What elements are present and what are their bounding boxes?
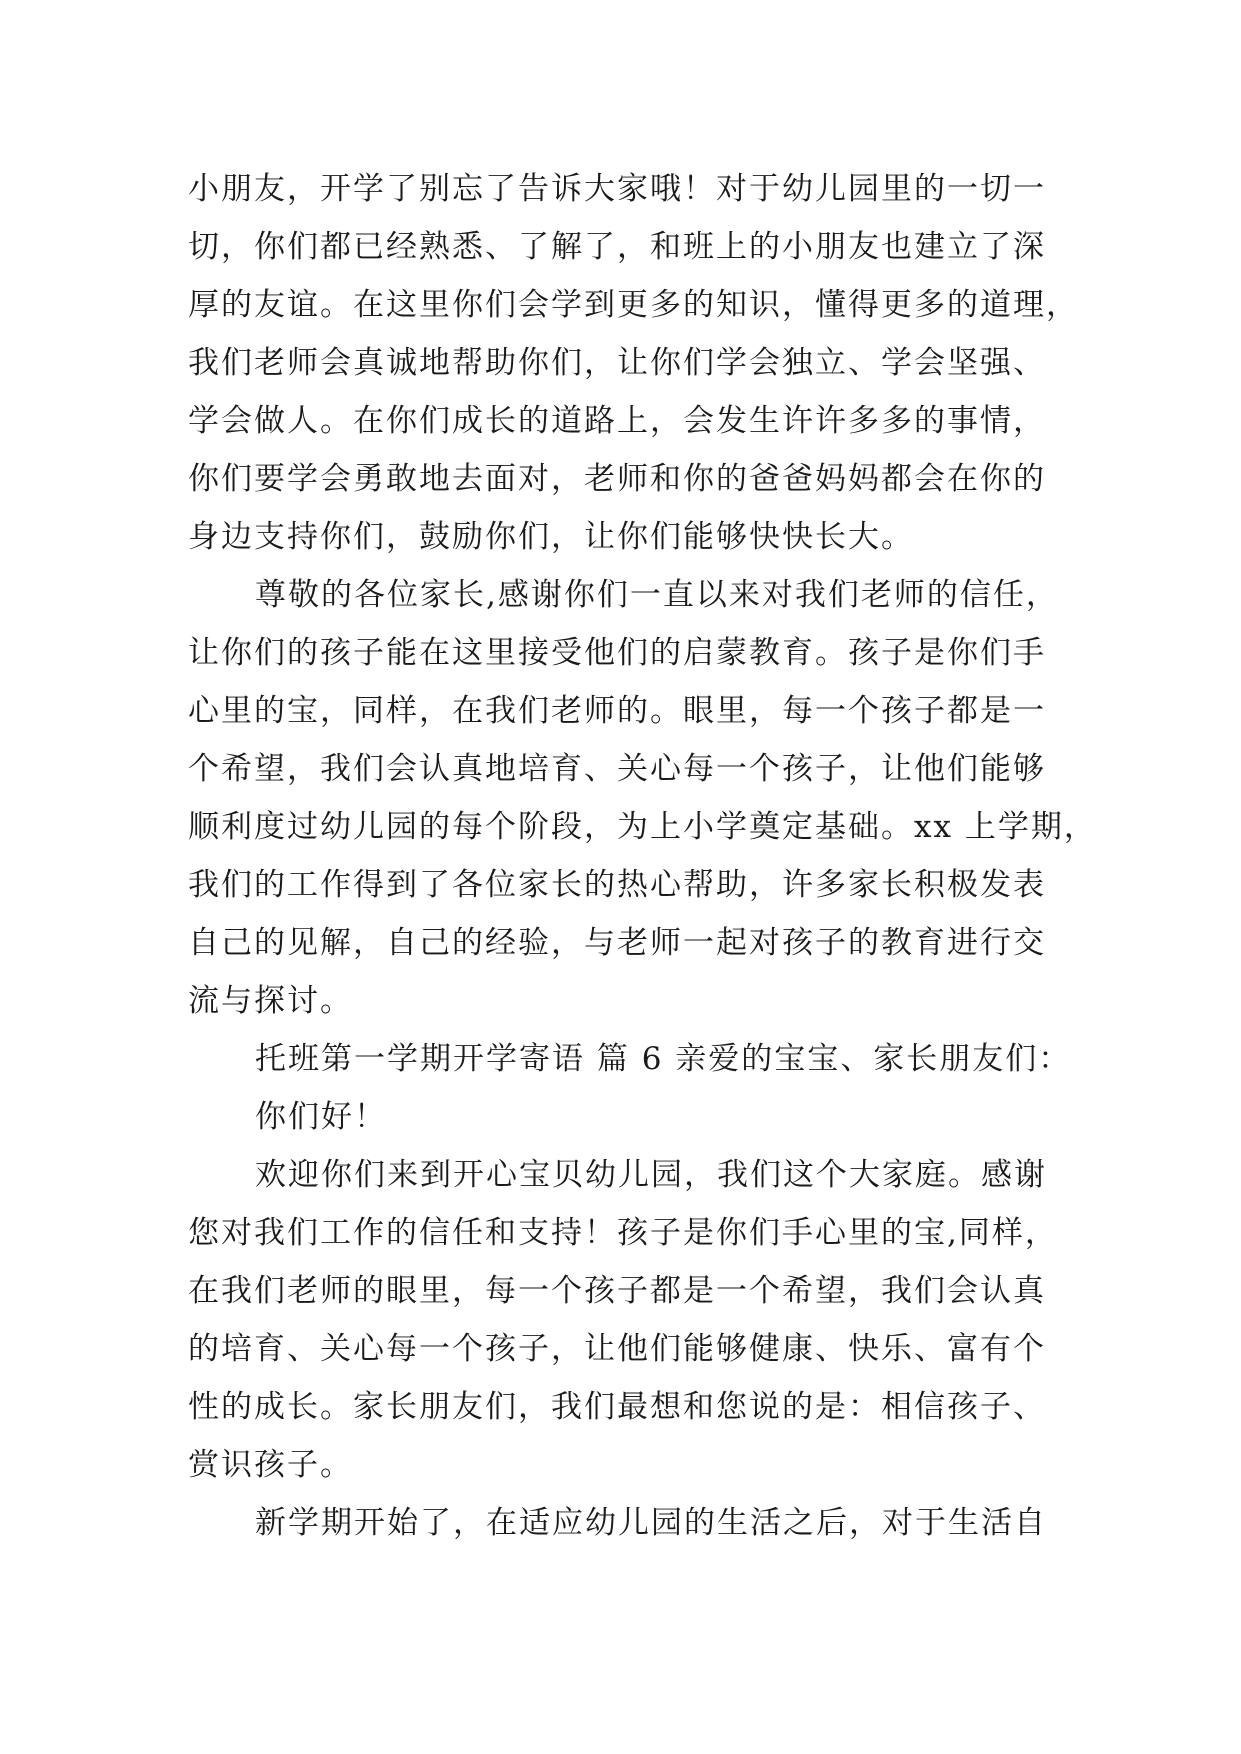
text-line: 尊敬的各位家长,感谢你们一直以来对我们老师的信任， [255,577,1059,613]
text-line: 个希望，我们会认真地培育、关心每一个孩子，让他们能够 [188,751,1046,787]
text-line: 性的成长。家长朋友们，我们最想和您说的是：相信孩子、 [188,1389,1046,1425]
text-line: 赏识孩子。 [188,1447,353,1483]
text-line: 新学期开始了，在适应幼儿园的生活之后，对于生活自 [255,1505,1047,1541]
text-line: 顺利度过幼儿园的每个阶段，为上小学奠定基础。xx 上学期， [188,809,1097,845]
text-line: 的培育、关心每一个孩子，让他们能够健康、快乐、富有个 [188,1331,1046,1367]
text-line: 切，你们都已经熟悉、了解了，和班上的小朋友也建立了深 [188,229,1046,265]
text-line: 你们要学会勇敢地去面对，老师和你的爸爸妈妈都会在你的 [188,461,1046,497]
text-line: 欢迎你们来到开心宝贝幼儿园，我们这个大家庭。感谢 [255,1157,1047,1193]
text-line: 学会做人。在你们成长的道路上，会发生许许多多的事情， [188,403,1046,439]
text-line: 身边支持你们，鼓励你们，让你们能够快快长大。 [188,519,914,555]
text-line: 在我们老师的眼里，每一个孩子都是一个希望，我们会认真 [188,1273,1046,1309]
text-line: 我们的工作得到了各位家长的热心帮助，许多家长积极发表 [188,867,1046,903]
greeting-line: 你们好！ [255,1099,387,1135]
text-line: 我们老师会真诚地帮助你们，让你们学会独立、学会坚强、 [188,345,1046,381]
text-line: 小朋友，开学了别忘了告诉大家哦！对于幼儿园里的一切一 [188,171,1046,207]
text-line: 让你们的孩子能在这里接受他们的启蒙教育。孩子是你们手 [188,635,1046,671]
text-line: 您对我们工作的信任和支持！孩子是你们手心里的宝,同样， [188,1215,1058,1251]
text-line: 流与探讨。 [188,983,353,1019]
text-line: 厚的友谊。在这里你们会学到更多的知识，懂得更多的道理， [188,287,1079,323]
section-heading: 托班第一学期开学寄语 篇 6 亲爱的宝宝、家长朋友们： [255,1041,1072,1077]
text-line: 自己的见解，自己的经验，与老师一起对孩子的教育进行交 [188,925,1046,961]
text-line: 心里的宝，同样，在我们老师的。眼里，每一个孩子都是一 [188,693,1046,729]
document-body [188,160,1097,1552]
